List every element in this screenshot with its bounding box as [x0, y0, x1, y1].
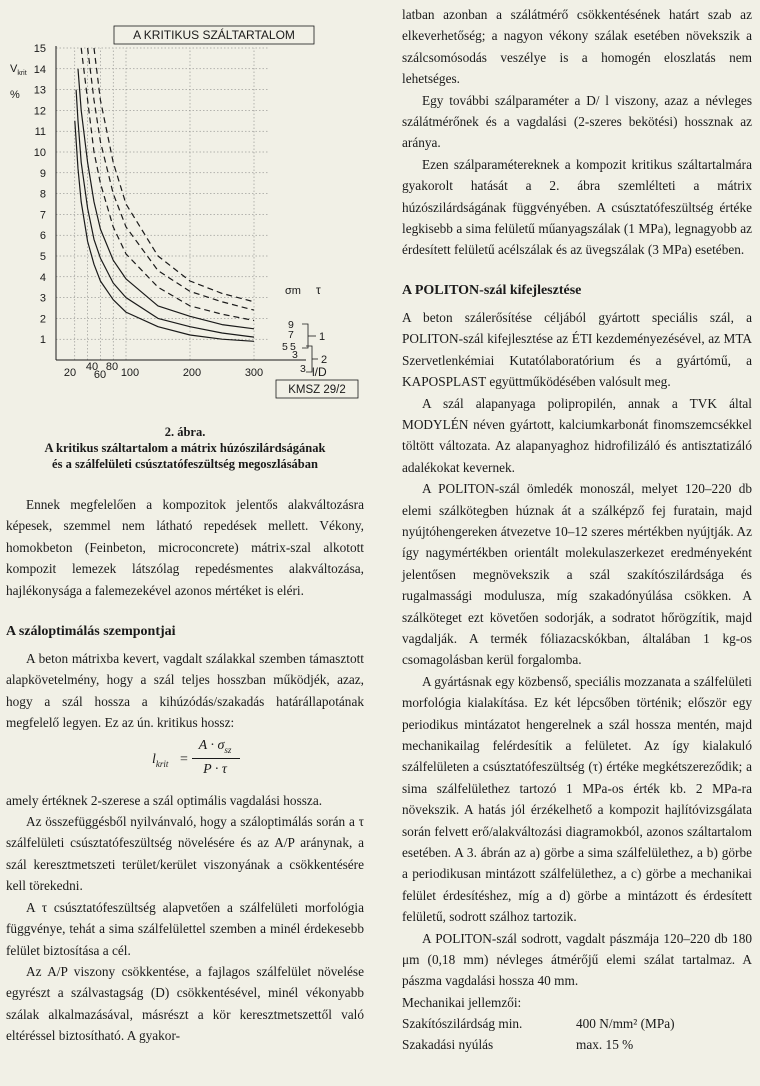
y-tick-labels — [34, 43, 46, 346]
left-paragraph-3: amely értéknek 2-szerese a szál optimális vagdalási hossza. — [6, 792, 323, 808]
y-tick-label: 3 — [39, 292, 46, 305]
property-key: Szakítószilárdság min. — [402, 1015, 523, 1031]
y-tick-label: 4 — [39, 271, 46, 284]
legend-value: 5 — [290, 341, 296, 353]
right-paragraph-1: latban azonban a szálátmérő csökkentésének határt szab az elkeverhetőség; a nagyon vékony szálak esetében növekszik a szálcsomósodás veszélye is a homogén eloszlatás nem lehetséges. — [402, 7, 752, 87]
figure-2 — [6, 24, 362, 414]
left-paragraph-2: A beton mátrixba kevert, vagdalt szálakkal szemben támasztott alapkövetelmény, hogy a szál teljes hosszban működjék, azaz, hogy a szál hossza a kihúzódás/szakadás határállapotának megfelelő legyen. Ez az ún. kritikus hossz: — [6, 651, 364, 731]
property-row — [402, 1034, 752, 1055]
right-paragraph-4: A beton szálerősítése céljából gyártott speciális szál, a POLITON-szál kifejlesztése az ÉTI kezdeményezésével, az MTA Szervetlenkémiai Kutatólaboratórium és a gyártómű, a KAPOSPLAST együttműködésében valósult meg. — [402, 309, 752, 390]
right-paragraph-3: Ezen szálparamétereknek a kompozit kritikus száltartalmára gyakorolt hatását a 2. ábra szemlélteti a mátrix húzószilárdságának függvényében. A csúsztatófeszültség értéke legkisebb a sima felületű műanyagszálak (1 MPa), legnagyobb az érdesített felületű acélszálak és az üvegszálak (3 MPa) esetében. — [402, 156, 752, 258]
property-value: max. 15 % — [576, 1036, 634, 1052]
y-tick-label: 1 — [39, 334, 46, 347]
caption-number: 2. ábra. — [164, 425, 206, 439]
legend-value: 3 — [292, 349, 298, 361]
y-tick-label: 13 — [33, 84, 46, 97]
y-tick-label: 15 — [33, 43, 46, 55]
legend-bracket — [302, 324, 308, 348]
property-key: Szakadási nyúlás — [402, 1036, 494, 1052]
critical-length-formula: $l_{krit}$ = $A \cdot \sigma_{sz}$ P · τ — [6, 734, 364, 790]
y-tick-label: 6 — [39, 230, 46, 243]
left-paragraph-5: A τ csúsztatófeszültség alapvetően a szálfelületi morfológia függvénye, tehát a sima szálfelülettel szemben a minél érdekesebb felület biztosítása a cél. — [6, 899, 364, 958]
caption-line-2: és a szálfelületi csúsztatófeszültség megoszlásában — [52, 457, 318, 471]
legend-value: 9 — [288, 319, 294, 331]
legend-tau: τ — [316, 283, 321, 297]
series-curve — [81, 48, 254, 321]
left-paragraph-6: Az A/P viszony csökkentése, a fajlagos szálfelület növelése egyrészt a szálvastagság (D) csökkentésével, minél vékonyabb szálak alkalmazásával, másrészt a kör keresztmetszettől való eltéréssel biztosítható. A gyakor- — [6, 963, 364, 1044]
figure-caption — [6, 424, 364, 472]
property-value: 400 N/mm² (MPa) — [576, 1015, 675, 1031]
series-curve — [94, 48, 254, 302]
x-tick-label: 100 — [120, 367, 140, 379]
y-tick-label: 5 — [39, 251, 46, 263]
x-tick-label: 40 — [85, 361, 99, 373]
mech-label: Mechanikai jellemzői: — [402, 994, 522, 1010]
series-curve — [88, 48, 254, 310]
property-row — [402, 1013, 752, 1034]
y-tick-label: 8 — [39, 188, 46, 201]
right-paragraph-5: A szál alapanyaga polipropilén, annak a TVK által MODYLÉN néven gyártott, kalciumkarbonát finomszemcsékkel töltött változata. Az alapanyaghoz hidrofilizáló és antisztatizáló adalékokat kevernek. — [402, 395, 752, 475]
right-paragraph-6: A POLITON-szál ömledék monoszál, melyet 120–220 db elemi szálkötegben húznak át a szálképző fej furatain, majd nyújtóhengereken átvezetve 10–12 szeres mértékben nyújtják. Az így nagymértékben orientált molekulaszerkezet eredményeként jelentősen megnövekszik a szál szakítószilárdsága és rugalmassági modulusza, míg szakadónyúlása csökken. A szálköteget ezt követően sodorják, a sodratot hőrögzítik, majd vagdalják. A termék fóliazacskókban, általában 1 kg-os csomagolásban kerül forgalomba. — [402, 481, 752, 668]
legend-tau-value: 1 — [319, 331, 326, 343]
y-tick-label: 11 — [34, 126, 46, 139]
left-paragraph-1: Ennek megfelelően a kompozitok jelentős alakváltozásra képesek, szemmel nem látható repedések mellett. Vékony, homokbeton (Feinbeton, microconcrete) mátrix-szal alkotott kompozit lemezek látszólag repedésmentes alakváltozása, hajlékonysága a falemezekével azonos mértéket is eléri. — [6, 497, 364, 598]
y-tick-label: 2 — [39, 313, 46, 326]
legend-value: 3 — [300, 363, 306, 375]
legend-tau-value: 2 — [321, 354, 328, 366]
y-axis-label: $V_{krit}$ — [10, 63, 27, 77]
mechanical-properties — [402, 992, 752, 1055]
right-paragraph-8: A POLITON-szál sodrott, vagdalt pászmája 120–220 db 180 μm (0,18 mm) névleges átmérőjű elemi szálat tartalmaz. A pászma vagdalási hossza 40 mm. — [402, 930, 752, 989]
chart-title: A KRITIKUS SZÁLTARTALOM — [133, 28, 295, 42]
y-tick-label: 10 — [33, 147, 46, 159]
legend-value: 5 — [282, 341, 288, 353]
legend-sigma: σm — [285, 285, 301, 297]
left-paragraph-4: Az összefüggésből nyilvánvaló, hogy a száloptimálás során a τ szálfelületi csúsztatófeszültség növelésére és az A/P aránynak, a szál keresztmetszeti terület/kerület viszonyának a csökkentésére kell törekedni. — [6, 814, 364, 894]
series-curve — [76, 90, 254, 338]
x-tick-label: 200 — [182, 367, 202, 379]
y-tick-label: 7 — [39, 209, 46, 222]
right-paragraph-7: A gyártásnak egy közbenső, speciális mozzanata a szálfelületi morfológia kialakítása. Ez két lépcsőben történik; először egy periodikus mintázatot hengerelnek a szál hossza mentén, majd mechanikailag felérdesítik a felületet. Az így kialakuló szálfelületen a csúsztatófeszültség (τ) értéke megkétszereződik; a sima szálfelülethez tartozó 1 MPa-os érték kb. 2 MPa-ra növekszik. A hatás jól érzékelhető a kompozit hajlítóvizsgálata során felvett erő/alakváltozási diagramokból, azonos száltartalom esetében. A 3. ábrán az a) görbe a sima szálfelülethez, a b) görbe a periodikusan mintázott szálfelülethez, a c) görbe a mechanikai felület érdesítéshez, míg a d) görbe a mintázott és érdesített felületű, sodrott szálhoz tartozik. — [402, 673, 752, 925]
y-tick-label: 9 — [39, 167, 46, 180]
x-tick-labels — [64, 361, 263, 381]
left-heading: A száloptimálás szempontjai — [6, 624, 176, 640]
x-tick-label: 80 — [105, 361, 119, 373]
x-tick-label: 300 — [244, 367, 264, 379]
x-tick-label: 20 — [63, 367, 77, 379]
x-tick-label: 60 — [93, 369, 107, 381]
x-axis-label: l/D — [312, 365, 327, 379]
code-box-label: KMSZ 29/2 — [288, 384, 346, 396]
y-tick-label: 14 — [33, 63, 46, 76]
legend-value: 7 — [288, 329, 294, 341]
critical-fiber-content-chart — [6, 24, 362, 414]
y-axis-unit: % — [10, 89, 20, 101]
caption-line-1: A kritikus száltartalom a mátrix húzószilárdságának — [44, 441, 326, 455]
y-tick-label: 12 — [33, 105, 46, 118]
right-heading: A POLITON-szál kifejlesztése — [402, 282, 582, 298]
right-paragraph-2: Egy további szálparaméter a D/ l viszony, azaz a névleges szálátmérőnek és a vagdalási (2-szeres bekötési) hossznak az aránya. — [402, 92, 752, 151]
chart-curves — [75, 48, 254, 341]
